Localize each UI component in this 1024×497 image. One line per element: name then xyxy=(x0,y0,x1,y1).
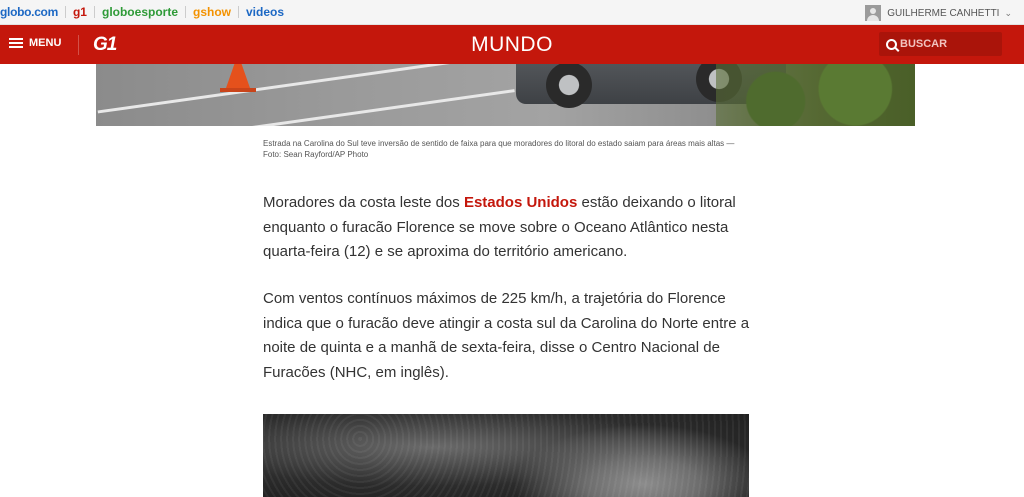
user-menu[interactable] xyxy=(865,5,1012,21)
foliage xyxy=(716,64,915,126)
car-wheel xyxy=(546,64,592,108)
link-videos[interactable]: videos xyxy=(246,5,285,19)
article-photo xyxy=(96,64,915,126)
link-globoesporte[interactable]: globoesporte xyxy=(101,5,178,19)
divider xyxy=(94,6,95,18)
globo-network-links xyxy=(0,5,284,19)
section-title: MUNDO xyxy=(471,33,553,56)
avatar-icon xyxy=(865,5,881,21)
article-paragraph: Com ventos contínuos máximos de 225 km/h, a trajetória do Florence indica que o furacão deve atingir a costa sul da Carolina do Norte entre a noite de quinta e a manhã de sexta-feira, disse o Centro Nacional de Furacões (NHC, em inglês). xyxy=(263,290,750,381)
paragraph-text: Moradores da costa leste dos xyxy=(263,194,464,211)
g1-logo[interactable]: G1 xyxy=(93,34,117,55)
chevron-down-icon: ⌄ xyxy=(1004,7,1012,18)
search-icon xyxy=(886,39,897,50)
divider xyxy=(238,6,239,18)
search-label: BUSCAR xyxy=(900,38,948,50)
search-button[interactable] xyxy=(879,32,1002,56)
photo-caption: Estrada na Carolina do Sul teve inversão de sentido de faixa para que moradores do litoral do estado saiam para áreas mais altas — Foto: Sean Rayford/AP Photo xyxy=(263,139,735,159)
link-g1[interactable]: g1 xyxy=(72,5,87,19)
traffic-cone xyxy=(226,64,250,88)
link-globo-com[interactable]: globo.com xyxy=(0,5,58,19)
globo-bar xyxy=(0,0,1024,25)
article-paragraph xyxy=(263,191,753,265)
divider xyxy=(185,6,186,18)
user-name: GUILHERME CANHETTI xyxy=(887,7,1000,19)
site-header xyxy=(0,25,1024,64)
satellite-image xyxy=(263,414,749,497)
paragraph-text: estão deixando o litoral enquanto o furacão Florence se move sobre o Oceano Atlântico nesta quarta-feira (12) e se aproxima do território americano. xyxy=(263,194,736,260)
menu-label: MENU xyxy=(29,37,62,49)
road-marking xyxy=(217,89,514,126)
road-marking xyxy=(98,64,475,113)
link-gshow[interactable]: gshow xyxy=(193,5,231,19)
divider xyxy=(65,6,66,18)
traffic-cone-base xyxy=(220,88,256,92)
link-estados-unidos[interactable]: Estados Unidos xyxy=(463,194,578,211)
